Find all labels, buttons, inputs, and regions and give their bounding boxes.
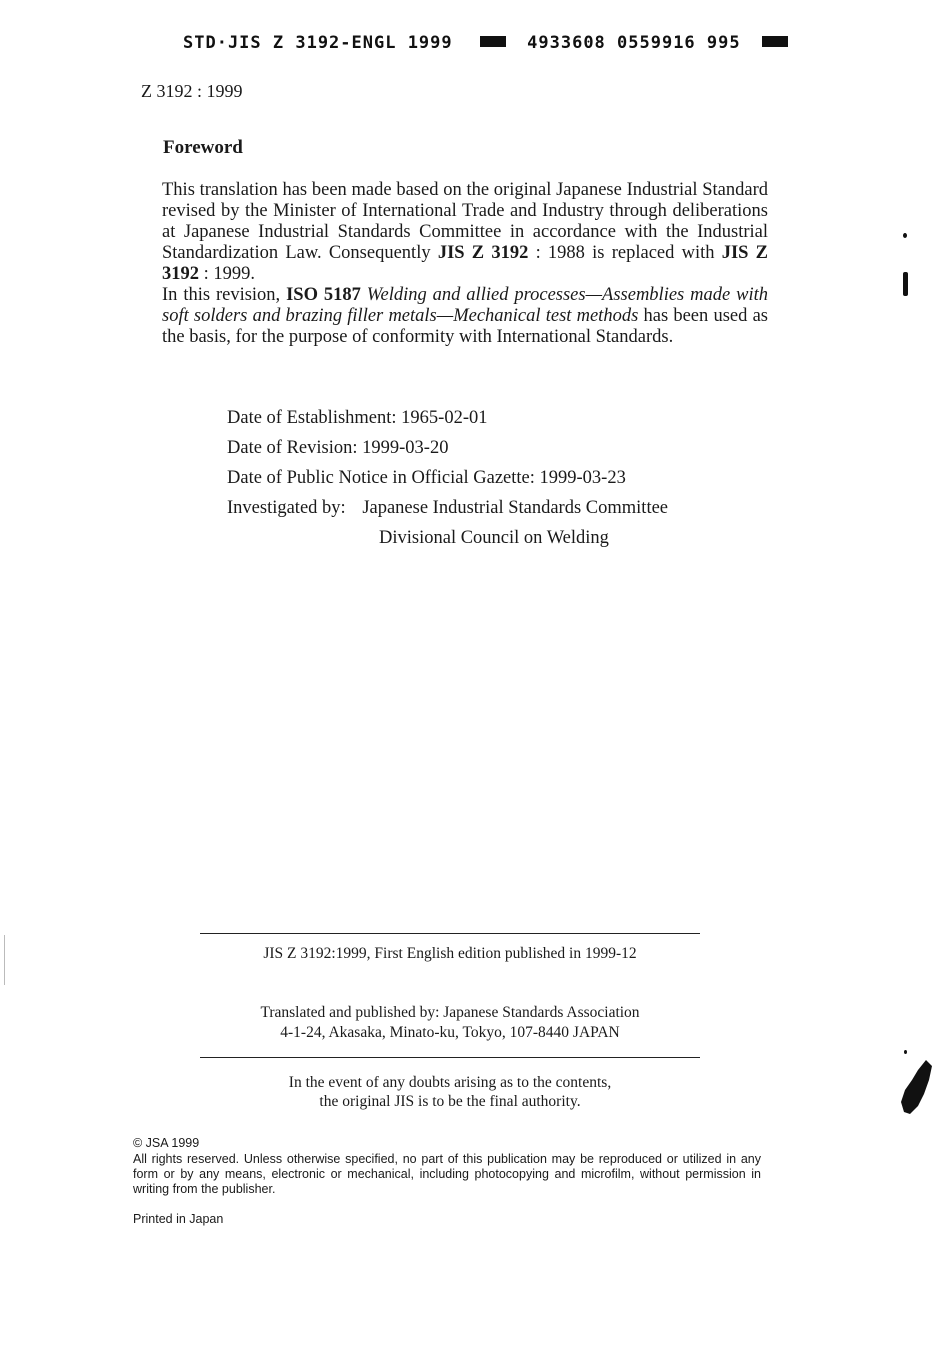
scan-header bbox=[183, 33, 788, 53]
investigated-council: Divisional Council on Welding bbox=[379, 528, 609, 548]
scan-header-numbers: 4933608 0559916 995 bbox=[527, 33, 741, 53]
printed-in: Printed in Japan bbox=[133, 1212, 224, 1226]
edition-line: JIS Z 3192:1999, First English edition published in 1999-12 bbox=[263, 945, 637, 962]
date-establishment: Date of Establishment: 1965-02-01 bbox=[227, 408, 488, 428]
investigated-by bbox=[227, 497, 668, 527]
divider-top bbox=[200, 933, 700, 934]
foreword-paragraph-2: In this revision, ISO 5187 Welding and allied processes—Assemblies made with soft solders and brazing filler metals—Mechanical test methods has been used as the basis, for the purpose of conformity with International Standards. bbox=[162, 285, 769, 347]
publisher-address: 4-1-24, Akasaka, Minato-ku, Tokyo, 107-8440 JAPAN bbox=[280, 1024, 620, 1041]
scan-speck bbox=[903, 233, 907, 238]
scan-speck bbox=[904, 1050, 907, 1054]
foreword-body bbox=[162, 180, 768, 348]
dates-block bbox=[227, 407, 668, 557]
divider-bottom bbox=[200, 1057, 700, 1058]
scan-block-mark bbox=[762, 36, 788, 47]
investigated-label: Investigated by: bbox=[227, 498, 346, 518]
investigated-committee: Japanese Industrial Standards Committee bbox=[362, 498, 669, 518]
foreword-title: Foreword bbox=[163, 137, 243, 158]
scan-mark bbox=[903, 272, 908, 296]
page-id: Z 3192 : 1999 bbox=[141, 81, 243, 101]
scan-blot bbox=[896, 1058, 936, 1118]
scan-header-code: STD·JIS Z 3192-ENGL 1999 bbox=[183, 33, 453, 53]
authority-line-1: In the event of any doubts arising as to the contents, bbox=[288, 1074, 612, 1091]
scan-edge-line bbox=[4, 935, 5, 985]
date-gazette: Date of Public Notice in Official Gazette: 1999-03-23 bbox=[227, 468, 626, 488]
copyright-symbol-line: © JSA 1999 bbox=[133, 1136, 200, 1150]
date-revision: Date of Revision: 1999-03-20 bbox=[227, 438, 449, 458]
foreword-paragraph-1: This translation has been made based on the original Japanese Industrial Standard revised by the Minister of International Trade and Industry through deliberations at Japanese Industrial Standards Committee in accordance with the Industrial Standardization Law. Consequently JIS Z 3192 : 1988 is replaced with JIS Z 3192 : 1999. bbox=[162, 180, 769, 284]
authority-line-2: the original JIS is to be the final authority. bbox=[319, 1093, 581, 1110]
translated-by-line: Translated and published by: Japanese Standards Association bbox=[260, 1004, 640, 1021]
scan-block-mark bbox=[480, 36, 506, 47]
copyright-notice: All rights reserved. Unless otherwise specified, no part of this publication may be reproduced or utilized in any form or by any means, electronic or mechanical, including photocopying and microfilm, without permission in writing from the publisher. bbox=[133, 1152, 761, 1196]
